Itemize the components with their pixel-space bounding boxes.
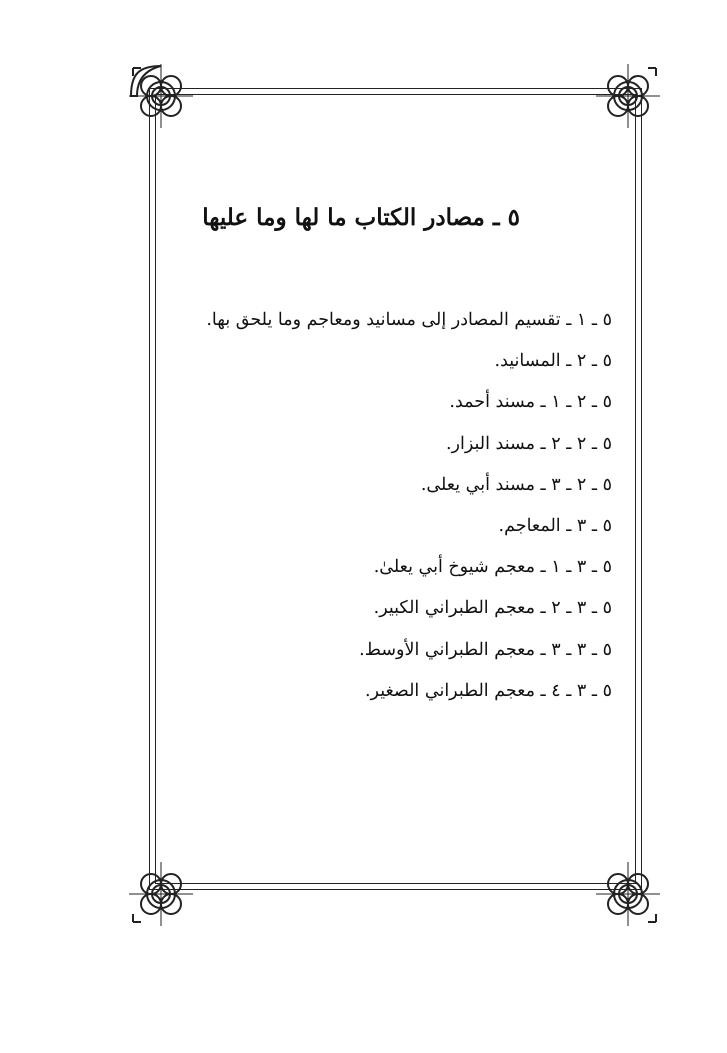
section-heading: ٥ ـ مصادر الكتاب ما لها وما عليها	[202, 204, 520, 231]
corner-knot-ornament-top-left	[125, 60, 197, 132]
toc-item: ٥ ـ ٣ ـ المعاجم.	[498, 515, 612, 536]
toc-item: ٥ ـ ٣ ـ ٢ ـ معجم الطبراني الكبير.	[373, 598, 612, 619]
toc-item: ٥ ـ ١ ـ تقسيم المصادر إلى مسانيد ومعاجم وما يلحق بها.	[206, 310, 612, 330]
table-of-contents	[180, 300, 612, 712]
corner-knot-ornament-top-right	[592, 60, 664, 132]
corner-knot-ornament-bottom-right	[592, 858, 664, 930]
toc-item: ٥ ـ ٢ ـ المسانيد.	[494, 351, 612, 372]
toc-item: ٥ ـ ٣ ـ ١ ـ معجم شيوخ أبي يعلىٰ.	[373, 557, 612, 578]
toc-item: ٥ ـ ٣ ـ ٣ ـ معجم الطبراني الأوسط.	[359, 639, 612, 660]
toc-item: ٥ ـ ٢ ـ ١ ـ مسند أحمد.	[449, 392, 612, 413]
toc-item: ٥ ـ ٣ ـ ٤ ـ معجم الطبراني الصغير.	[364, 680, 612, 701]
toc-item: ٥ ـ ٢ ـ ٢ ـ مسند البزار.	[445, 433, 612, 454]
corner-knot-ornament-bottom-left	[125, 858, 197, 930]
toc-item: ٥ ـ ٢ ـ ٣ ـ مسند أبي يعلى.	[420, 474, 612, 495]
